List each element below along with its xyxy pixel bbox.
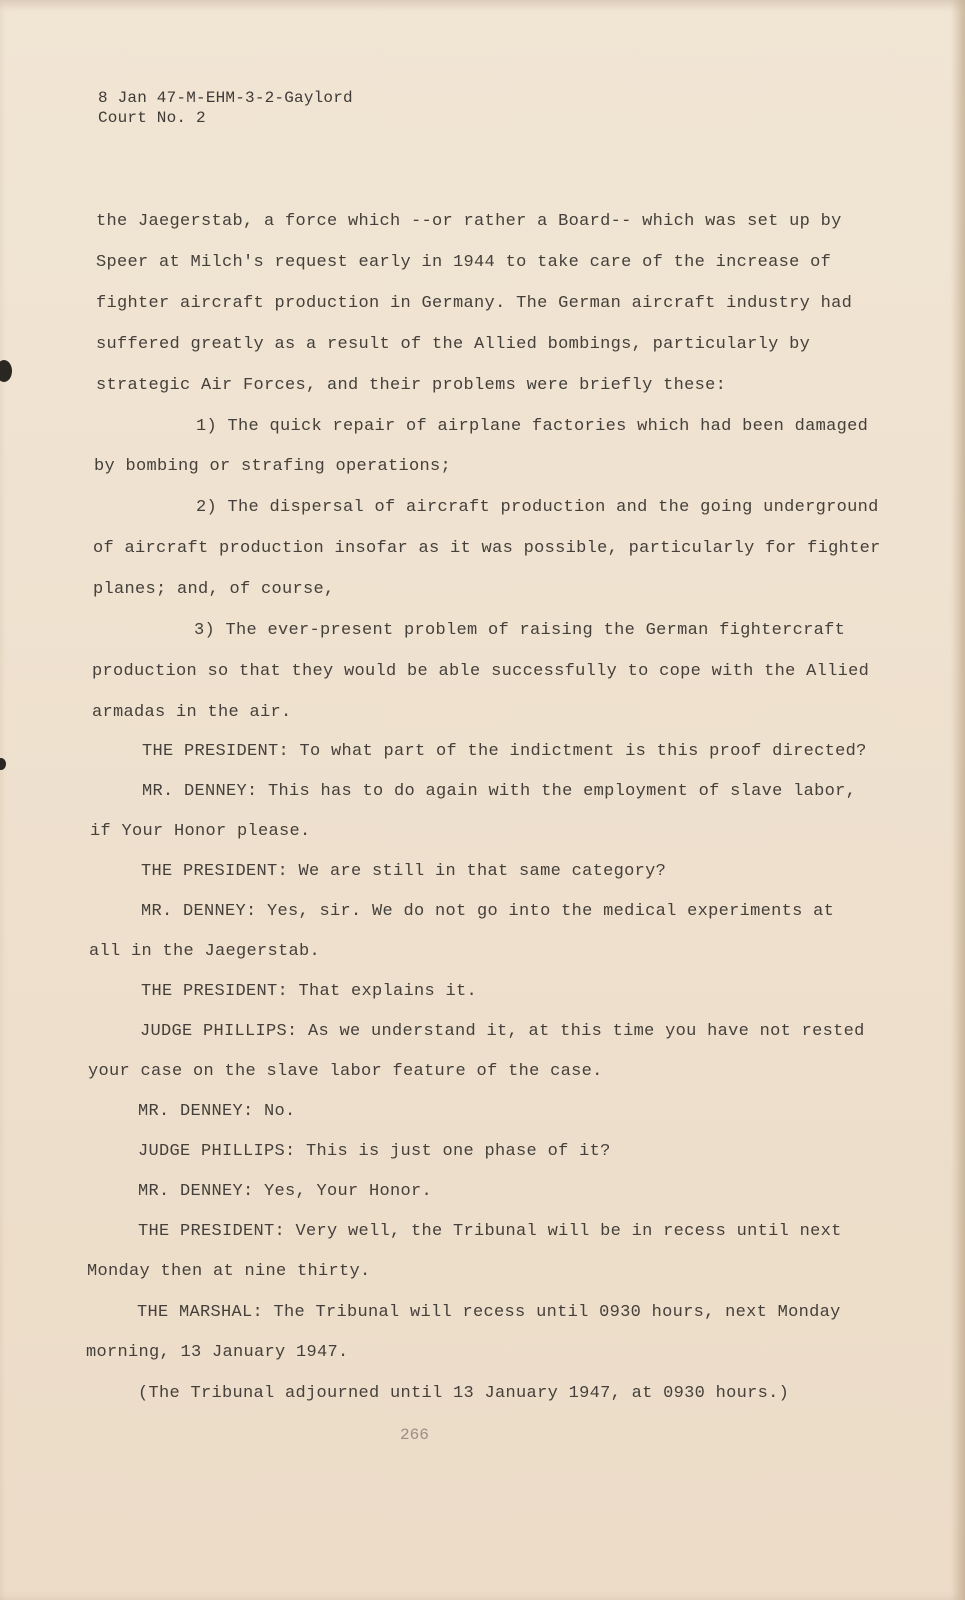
body-line: fighter aircraft production in Germany. The German aircraft industry had bbox=[96, 294, 853, 313]
dialogue-denney: MR. DENNEY: No. bbox=[138, 1102, 296, 1121]
dialogue-president: THE PRESIDENT: That explains it. bbox=[141, 982, 478, 1001]
page-edge-shadow bbox=[951, 0, 965, 1600]
dialogue-phillips: JUDGE PHILLIPS: This is just one phase of it? bbox=[138, 1142, 611, 1161]
list-item-3: 3) The ever-present problem of raising the German fightercraft bbox=[194, 621, 846, 640]
dialogue-president: THE PRESIDENT: Very well, the Tribunal will be in recess until next bbox=[138, 1222, 842, 1241]
body-line: the Jaegerstab, a force which --or rather a Board-- which was set up by bbox=[96, 212, 842, 231]
body-line: production so that they would be able successfully to cope with the Allied bbox=[92, 662, 870, 681]
body-line: morning, 13 January 1947. bbox=[86, 1343, 349, 1362]
dialogue-denney: MR. DENNEY: This has to do again with the employment of slave labor, bbox=[142, 782, 857, 801]
dialogue-marshal: THE MARSHAL: The Tribunal will recess until 0930 hours, next Monday bbox=[137, 1303, 841, 1322]
list-item-1: 1) The quick repair of airplane factories which had been damaged bbox=[196, 417, 869, 436]
body-line: all in the Jaegerstab. bbox=[89, 942, 321, 961]
dialogue-denney: MR. DENNEY: Yes, Your Honor. bbox=[138, 1182, 433, 1201]
page-number: 266 bbox=[400, 1426, 429, 1444]
body-line: by bombing or strafing operations; bbox=[94, 457, 452, 476]
dialogue-denney: MR. DENNEY: Yes, sir. We do not go into the medical experiments at bbox=[141, 902, 835, 921]
adjournment-note: (The Tribunal adjourned until 13 January 1947, at 0930 hours.) bbox=[138, 1384, 790, 1403]
body-line: Speer at Milch's request early in 1944 to take care of the increase of bbox=[96, 253, 832, 272]
dialogue-president: THE PRESIDENT: We are still in that same category? bbox=[141, 862, 667, 881]
punch-hole-mark bbox=[0, 360, 12, 382]
punch-hole-mark-small bbox=[0, 758, 6, 770]
body-line: armadas in the air. bbox=[92, 703, 292, 722]
dialogue-phillips: JUDGE PHILLIPS: As we understand it, at this time you have not rested bbox=[140, 1022, 865, 1041]
body-line: suffered greatly as a result of the Allied bombings, particularly by bbox=[96, 335, 811, 354]
document-header bbox=[98, 88, 353, 128]
dialogue-president: THE PRESIDENT: To what part of the indictment is this proof directed? bbox=[142, 742, 867, 761]
list-item-2: 2) The dispersal of aircraft production and the going underground bbox=[196, 498, 879, 517]
header-court: Court No. 2 bbox=[98, 109, 206, 127]
body-line: Monday then at nine thirty. bbox=[87, 1262, 371, 1281]
body-line: of aircraft production insofar as it was possible, particularly for fighter bbox=[93, 539, 881, 558]
body-line: strategic Air Forces, and their problems were briefly these: bbox=[96, 376, 727, 395]
header-reference: 8 Jan 47-M-EHM-3-2-Gaylord bbox=[98, 89, 353, 107]
body-line: if Your Honor please. bbox=[90, 822, 311, 841]
body-line: your case on the slave labor feature of the case. bbox=[88, 1062, 603, 1081]
body-line: planes; and, of course, bbox=[93, 580, 335, 599]
